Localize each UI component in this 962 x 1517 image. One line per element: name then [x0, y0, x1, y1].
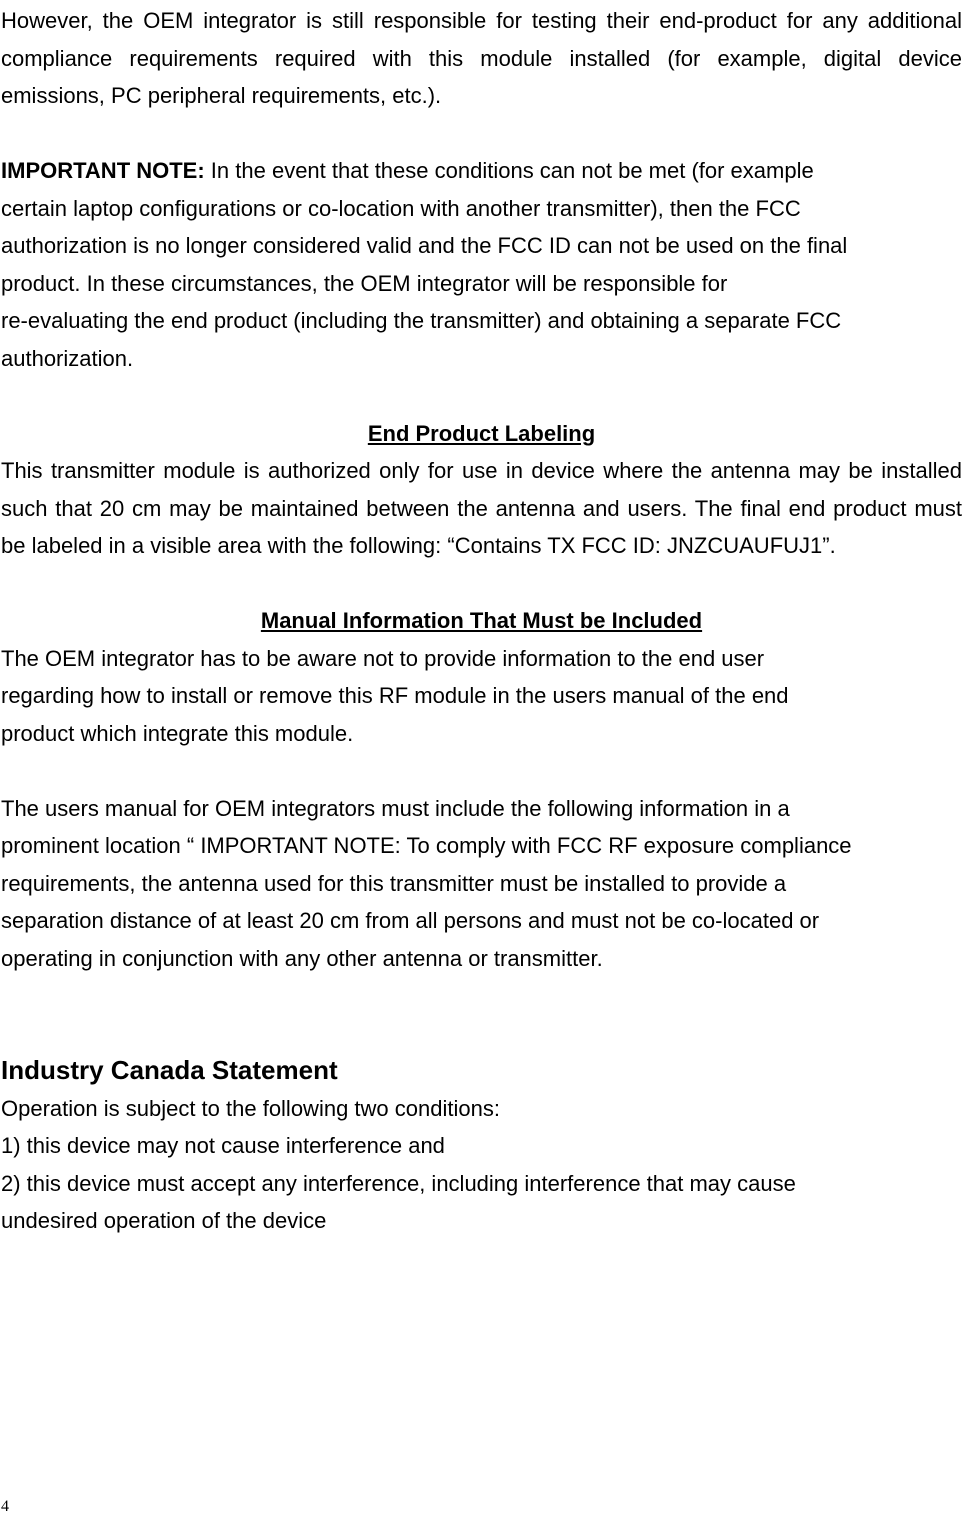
spacer [1, 565, 962, 603]
manual-information-line: separation distance of at least 20 cm from all persons and must not be co-located or [1, 908, 820, 933]
manual-information-paragraph-2 [1, 790, 962, 978]
industry-canada-line: 1) this device may not cause interference and [1, 1133, 445, 1158]
manual-information-line: product which integrate this module. [1, 720, 354, 746]
manual-information-line: regarding how to install or remove this RF module in the users manual of the end [1, 683, 789, 708]
manual-information-line: The users manual for OEM integrators must include the following information in a [1, 795, 790, 821]
page-number: 4 [1, 1498, 9, 1515]
important-note-text: In the event that these conditions can not be met (for example [204, 158, 814, 183]
manual-information-line: operating in conjunction with any other antenna or transmitter. [1, 945, 603, 971]
important-note-label: IMPORTANT NOTE: [1, 158, 205, 183]
spacer [1, 377, 962, 415]
important-note-line-3: authorization is no longer considered valid and the FCC ID can not be used on the final [1, 233, 848, 258]
spacer [1, 115, 962, 153]
spacer [1, 752, 962, 790]
spacer [1, 977, 962, 1052]
end-product-labeling-body: This transmitter module is authorized only for use in device where the antenna may be installed such that 20 cm may be maintained between the antenna and users. The final end product must be labeled in a visible area with the following: “Contains TX FCC ID: JNZCUAUFUJ1”. [1, 458, 962, 558]
important-note-line-4: product. In these circumstances, the OEM integrator will be responsible for [1, 270, 728, 296]
manual-information-paragraph-1 [1, 640, 962, 753]
important-note-line-1 [1, 152, 962, 190]
important-note-paragraph [1, 152, 962, 377]
oem-responsibility-paragraph: However, the OEM integrator is still responsible for testing their end-product for any additional compliance requirements required with this module installed (for example, digital device emissions, PC peripheral requirements, etc.). [1, 8, 962, 108]
manual-information-line: prominent location “ IMPORTANT NOTE: To comply with FCC RF exposure compliance [1, 833, 852, 858]
industry-canada-line: Operation is subject to the following two conditions: [1, 1095, 500, 1121]
manual-information-heading: Manual Information That Must be Included [260, 608, 703, 633]
manual-information-line: The OEM integrator has to be aware not to provide information to the end user [1, 645, 765, 671]
manual-information-line: requirements, the antenna used for this transmitter must be installed to provide a [1, 870, 787, 896]
industry-canada-line: undesired operation of the device [1, 1208, 327, 1233]
end-product-labeling-heading: End Product Labeling [367, 420, 596, 446]
important-note-line-2: certain laptop configurations or co-location with another transmitter), then the FCC [1, 195, 801, 221]
industry-canada-conditions [1, 1090, 962, 1240]
important-note-line-5: re-evaluating the end product (including the transmitter) and obtaining a separate FCC [1, 308, 842, 333]
important-note-line-6: authorization. [1, 345, 134, 371]
document-page [1, 2, 962, 1240]
industry-canada-heading: Industry Canada Statement [1, 1055, 338, 1085]
industry-canada-line: 2) this device must accept any interference, including interference that may cause [1, 1170, 796, 1196]
